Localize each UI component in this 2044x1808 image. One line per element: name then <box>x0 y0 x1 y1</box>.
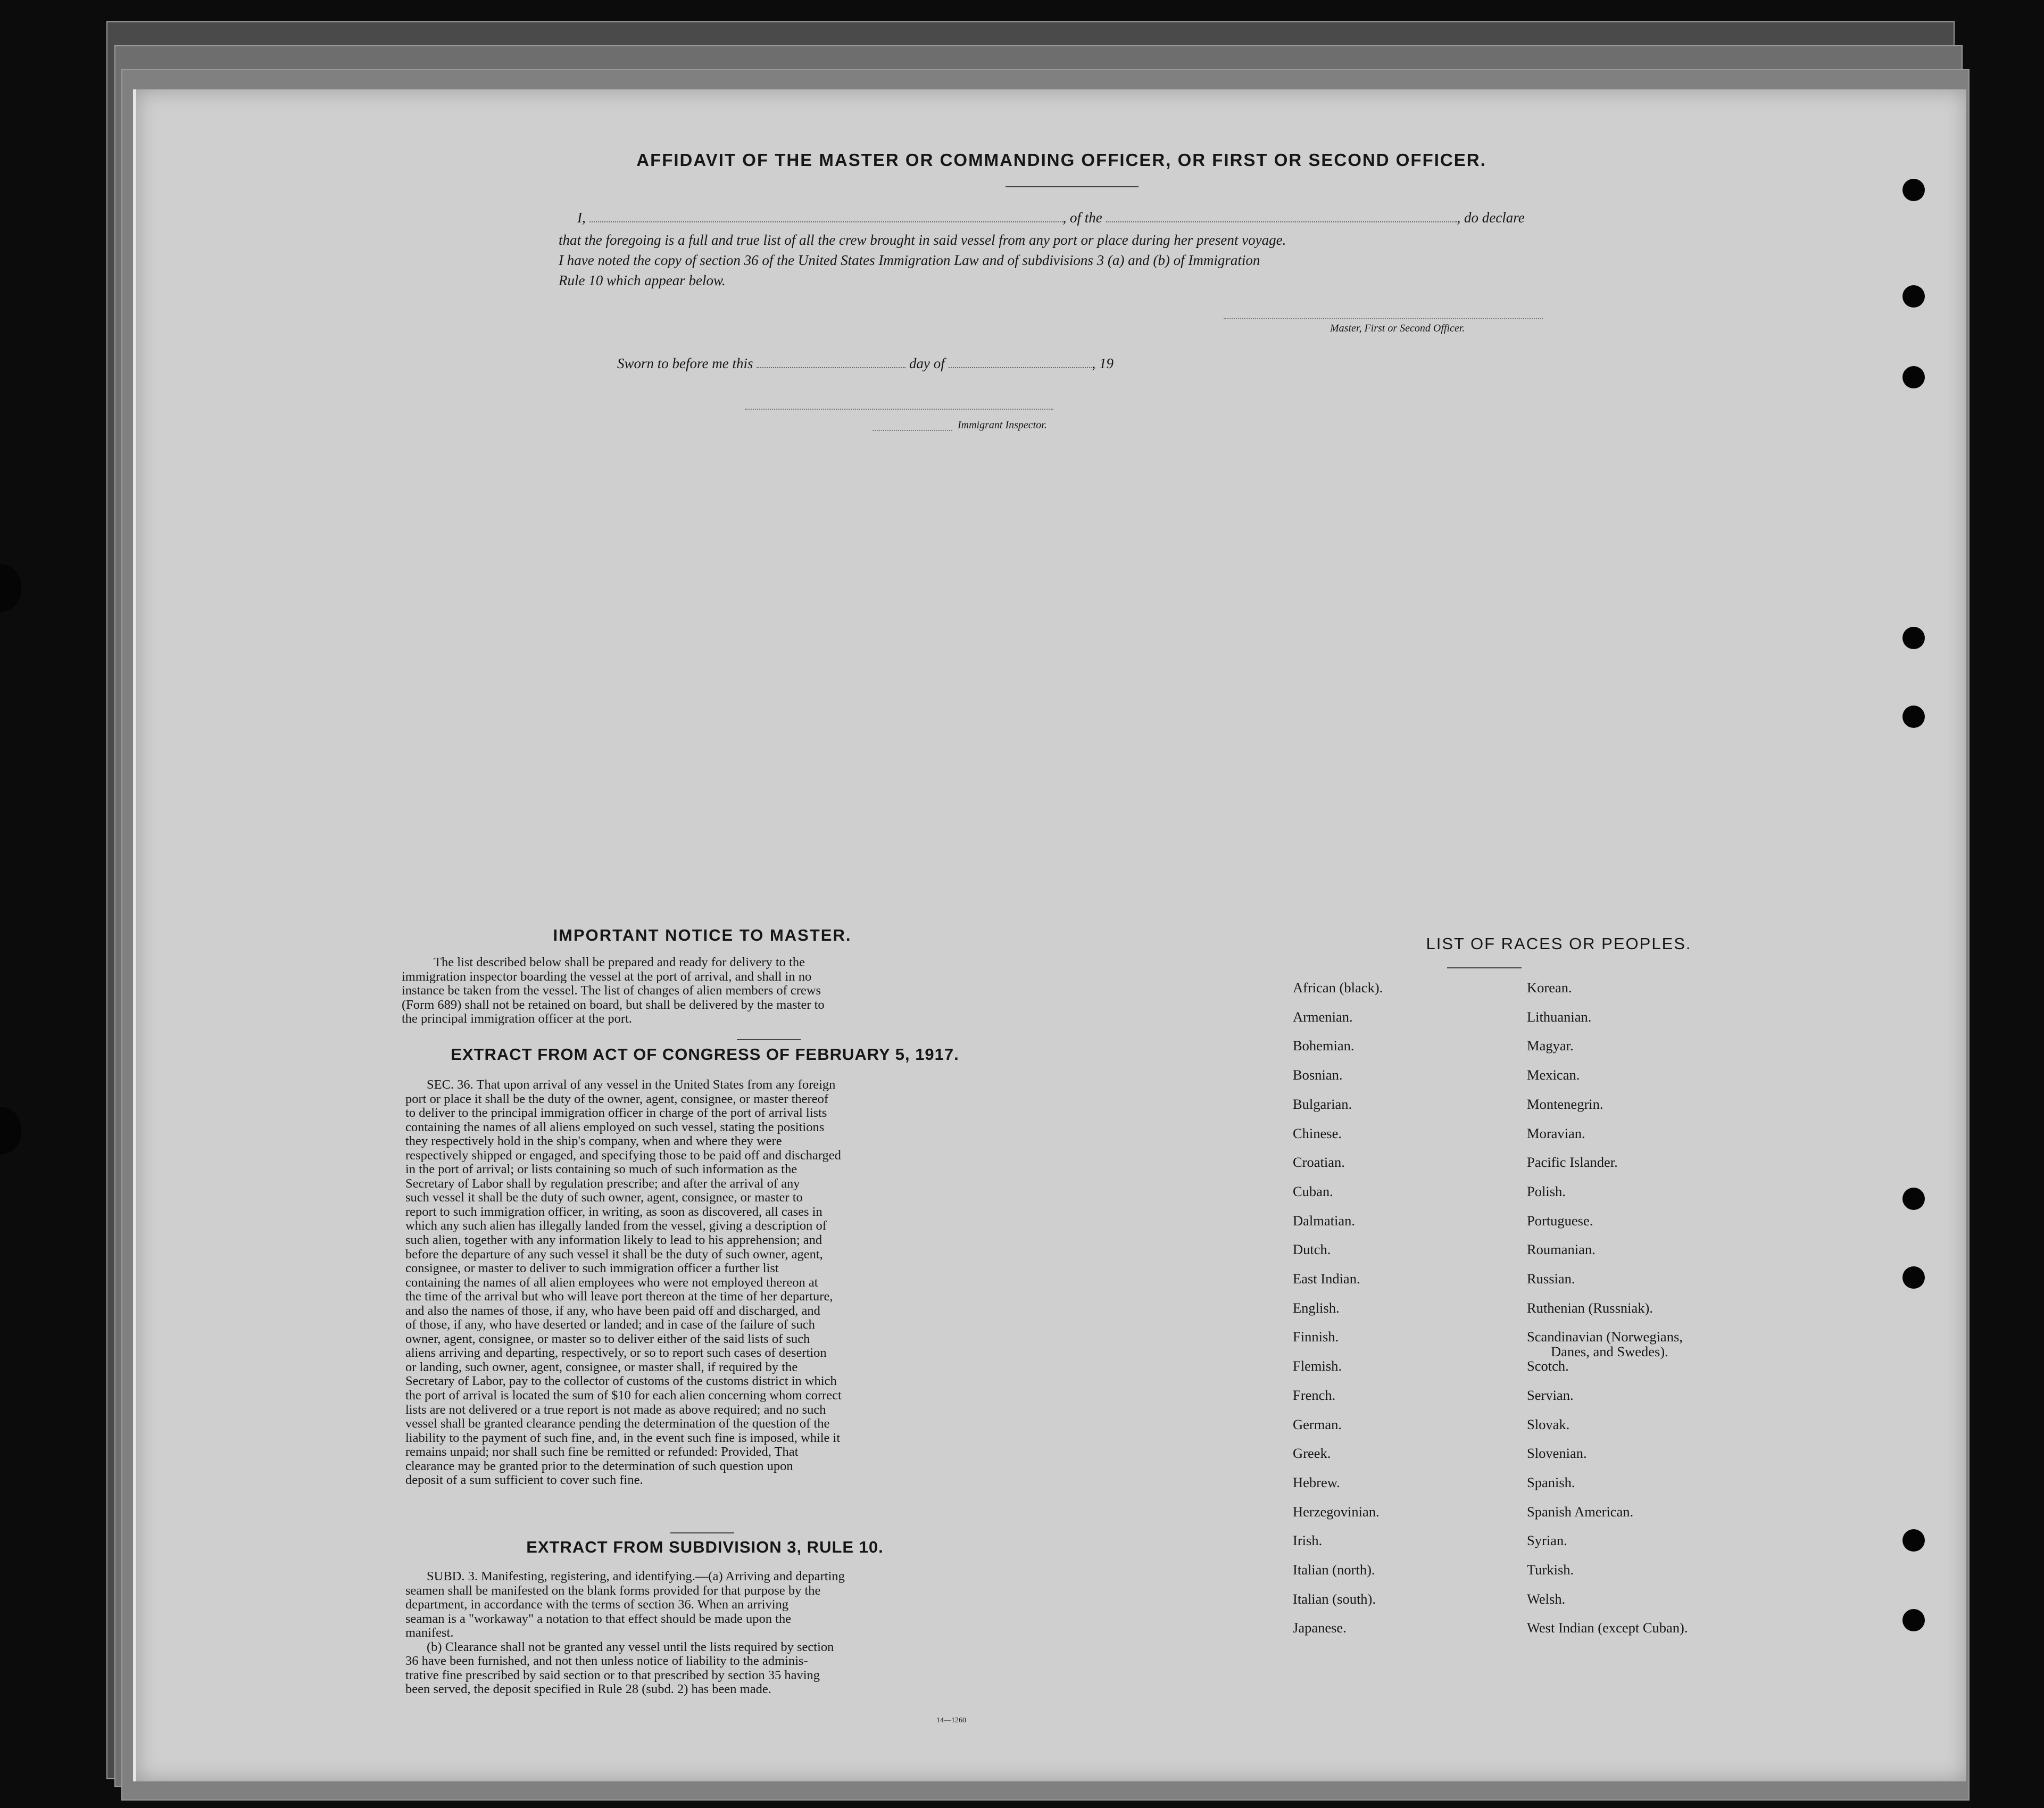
race-item: German. <box>1293 1416 1342 1432</box>
race-item: Slovenian. <box>1527 1445 1587 1462</box>
act-line: remains unpaid; nor shall such fine be remitted or refunded: Provided, That <box>405 1445 799 1459</box>
race-item: Dalmatian. <box>1293 1212 1355 1229</box>
race-item: Chinese. <box>1293 1125 1342 1141</box>
binder-hole <box>1902 1188 1925 1210</box>
act-line: the time of the arrival but who will leave port thereon at the time of her departure, <box>405 1289 833 1304</box>
race-item: French. <box>1293 1387 1336 1403</box>
race-item: Moravian. <box>1527 1125 1585 1141</box>
act-line: and also the names of those, if any, who have been paid off and discharged, and <box>405 1303 820 1318</box>
notice-line: instance be taken from the vessel. The list of changes of alien members of crews <box>402 983 821 998</box>
act-line: containing the names of all alien employees who were not employed thereon at <box>405 1275 818 1290</box>
title-rule <box>1006 186 1139 187</box>
act-line: of those, if any, who have deserted or landed; and in case of the failure of such <box>405 1317 815 1332</box>
rule-line: SUBD. 3. Manifesting, registering, and identifying.—(a) Arriving and departing <box>427 1569 845 1583</box>
name-blank[interactable] <box>589 213 1063 222</box>
rule-line: manifest. <box>405 1625 454 1640</box>
sworn-date-blank[interactable] <box>757 359 905 368</box>
inspector-signature-line[interactable] <box>745 408 1053 410</box>
act-line: port or place it shall be the duty of the owner, agent, consignee, or master thereof <box>405 1091 828 1106</box>
inspector-signature-line-2[interactable] <box>873 429 952 431</box>
master-signature-caption: Master, First or Second Officer. <box>1330 322 1465 334</box>
act-line: or landing, such owner, agent, consignee, or master shall, if required by the <box>405 1359 798 1374</box>
sworn-month-blank[interactable] <box>949 359 1092 368</box>
act-line: clearance may be granted prior to the determination of such question upon <box>405 1458 793 1473</box>
rule-line: 36 have been furnished, and not then unless notice of liability to the adminis- <box>405 1654 808 1668</box>
act-line: respectively shipped or engaged, and specifying those to be paid off and discharged <box>405 1148 841 1163</box>
notice-line: immigration inspector boarding the vessel at the port of arrival, and shall in no <box>402 969 812 984</box>
act-line: consignee, or master to deliver to such immigration officer a further list <box>405 1261 779 1276</box>
race-item: Magyar. <box>1527 1038 1574 1054</box>
inspector-caption: Immigrant Inspector. <box>958 419 1047 431</box>
race-item: Bohemian. <box>1293 1038 1355 1054</box>
race-item: Greek. <box>1293 1445 1331 1462</box>
act-line: such alien, together with any information likely to lead to his apprehension; and <box>405 1233 822 1248</box>
race-item: Pacific Islander. <box>1527 1154 1618 1171</box>
race-item: English. <box>1293 1299 1340 1316</box>
act-line: liability to the payment of such fine, and, in the event such fine is imposed, while it <box>405 1430 841 1445</box>
race-item: Korean. <box>1527 980 1572 996</box>
act-line: report to such immigration officer, in writing, as soon as discovered, all cases in <box>405 1204 822 1219</box>
race-item: East Indian. <box>1293 1271 1360 1287</box>
form-number: 14—1260 <box>936 1716 966 1724</box>
master-signature-line[interactable] <box>1224 317 1543 319</box>
binder-hole <box>1902 1529 1925 1552</box>
act-line: SEC. 36. That upon arrival of any vessel in the United States from any foreign <box>427 1077 836 1092</box>
race-item: Bosnian. <box>1293 1067 1343 1083</box>
rule-line: been served, the deposit specified in Rule 28 (subd. 2) has been made. <box>405 1682 771 1696</box>
binder-hole <box>1902 285 1925 308</box>
sworn-line <box>617 355 1114 372</box>
binder-hole <box>1902 179 1925 201</box>
affidavit-line-3: I have noted the copy of section 36 of the United States Immigration Law and of subdivisions 3 (a) and (b) of Immigration <box>559 252 1260 268</box>
act-extract-title: EXTRACT FROM ACT OF CONGRESS OF FEBRUARY 5, 1917. <box>451 1045 959 1064</box>
race-item: Flemish. <box>1293 1358 1342 1374</box>
race-item: Armenian. <box>1293 1008 1353 1025</box>
binder-hole <box>1902 627 1925 649</box>
race-item: Cuban. <box>1293 1183 1333 1199</box>
race-item: Slovak. <box>1527 1416 1570 1432</box>
race-item: Japanese. <box>1293 1620 1347 1636</box>
sworn-year: , 19 <box>1092 355 1114 371</box>
act-line: which any such alien has illegally landed from the vessel, giving a description of <box>405 1218 827 1233</box>
race-item: Herzegovinian. <box>1293 1503 1380 1520</box>
race-item: Lithuanian. <box>1527 1008 1592 1025</box>
act-line: such vessel it shall be the duty of such owner, agent, consignee, or master to <box>405 1190 803 1205</box>
section-rule <box>670 1532 734 1533</box>
act-line: lists are not delivered or a true report is not made as above required; and no such <box>405 1402 826 1417</box>
notice-line: (Form 689) shall not be retained on board, but shall be delivered by the master to <box>402 997 825 1012</box>
affidavit-line-1 <box>577 210 1525 226</box>
act-line: containing the names of all aliens employed on such vessel, stating the positions <box>405 1119 825 1134</box>
rule-line: department, in accordance with the terms of section 36. When an arriving <box>405 1597 788 1612</box>
rule-line: seamen shall be manifested on the blank forms provided for that purpose by the <box>405 1583 821 1598</box>
race-item: Servian. <box>1527 1387 1574 1403</box>
act-line: vessel shall be granted clearance pending the determination of the question of the <box>405 1416 830 1431</box>
act-extract-body <box>405 1078 1006 1488</box>
binder-hole <box>1902 706 1925 728</box>
race-item: Portuguese. <box>1527 1212 1593 1229</box>
race-item: Spanish. <box>1527 1474 1575 1490</box>
binder-hole <box>1902 366 1925 388</box>
race-item: Croatian. <box>1293 1154 1345 1171</box>
race-item: Danes, and Swedes). <box>1551 1343 1668 1360</box>
binder-hole <box>1902 1609 1925 1631</box>
race-item: Italian (north). <box>1293 1562 1375 1578</box>
notice-title: IMPORTANT NOTICE TO MASTER. <box>553 926 852 944</box>
notice-line: the principal immigration officer at the port. <box>402 1011 632 1026</box>
act-line: owner, agent, consignee, or master so to deliver either of the said lists of such <box>405 1331 810 1346</box>
affidavit-line-4: Rule 10 which appear below. <box>559 272 726 288</box>
affidavit-i: I, <box>577 210 586 226</box>
act-line: to deliver to the principal immigration officer in charge of the port of arrival lists <box>405 1106 827 1121</box>
affidavit-declare: , do declare <box>1457 210 1525 226</box>
vessel-blank[interactable] <box>1106 213 1457 222</box>
binder-hole-left <box>0 1107 21 1155</box>
act-line: in the port of arrival; or lists containing so much of such information as the <box>405 1162 797 1177</box>
notice-line: The list described below shall be prepared and ready for delivery to the <box>434 955 805 969</box>
race-item: African (black). <box>1293 980 1383 996</box>
race-item: West Indian (except Cuban). <box>1527 1620 1688 1636</box>
race-item: Syrian. <box>1527 1532 1567 1549</box>
race-item: Finnish. <box>1293 1329 1339 1345</box>
sworn-prefix: Sworn to before me this <box>617 355 753 371</box>
race-item: Spanish American. <box>1527 1503 1634 1520</box>
race-item: Polish. <box>1527 1183 1566 1199</box>
binder-hole <box>1902 1266 1925 1289</box>
race-item: Scandinavian (Norwegians, <box>1527 1329 1683 1345</box>
section-rule <box>737 1039 801 1040</box>
act-line: aliens arriving and departing, respectively, or so to report such cases of desertion <box>405 1346 827 1361</box>
races-title-rule <box>1447 967 1522 968</box>
race-item: Russian. <box>1527 1271 1575 1287</box>
race-item: Roumanian. <box>1527 1241 1596 1258</box>
race-item: Hebrew. <box>1293 1474 1340 1490</box>
race-item: Welsh. <box>1527 1590 1566 1607</box>
race-item: Irish. <box>1293 1532 1323 1549</box>
race-item: Turkish. <box>1527 1562 1574 1578</box>
act-line: Secretary of Labor, pay to the collector of customs of the customs district in which <box>405 1374 837 1389</box>
act-line: before the departure of any such vessel it shall be the duty of such owner, agent, <box>405 1247 823 1262</box>
affidavit-of-the: , of the <box>1062 210 1102 226</box>
act-line: deposit of a sum sufficient to cover such fine. <box>405 1473 643 1488</box>
rule-line: seaman is a "workaway" a notation to that effect should be made upon the <box>405 1611 792 1626</box>
notice-body <box>402 956 1003 1026</box>
rule-line: trative fine prescribed by said section or to that prescribed by section 35 having <box>405 1668 820 1682</box>
race-item: Italian (south). <box>1293 1590 1376 1607</box>
race-item: Ruthenian (Russniak). <box>1527 1299 1653 1316</box>
races-title: LIST OF RACES OR PEOPLES. <box>1426 934 1692 953</box>
binder-hole-left <box>0 564 21 612</box>
sworn-day-of: day of <box>909 355 945 371</box>
affidavit-line-2: that the foregoing is a full and true list of all the crew brought in said vessel from any port or place during her present voyage. <box>559 232 1286 248</box>
race-item: Bulgarian. <box>1293 1096 1352 1112</box>
race-item: Scotch. <box>1527 1358 1569 1374</box>
act-line: they respectively hold in the ship's company, when and where they were <box>405 1134 782 1149</box>
rule-extract-title: EXTRACT FROM SUBDIVISION 3, RULE 10. <box>526 1538 884 1556</box>
act-line: the port of arrival is located the sum of $10 for each alien concerning whom correct <box>405 1388 842 1403</box>
rule-line: (b) Clearance shall not be granted any vessel until the lists required by section <box>427 1639 834 1654</box>
race-item: Montenegrin. <box>1527 1096 1603 1112</box>
rule-extract-body <box>405 1570 1006 1697</box>
affidavit-title: AFFIDAVIT OF THE MASTER OR COMMANDING OFFICER, OR FIRST OR SECOND OFFICER. <box>636 150 1486 170</box>
act-line: Secretary of Labor shall by regulation prescribe; and after the arrival of any <box>405 1176 800 1191</box>
race-item: Mexican. <box>1527 1067 1580 1083</box>
race-item: Dutch. <box>1293 1241 1331 1258</box>
